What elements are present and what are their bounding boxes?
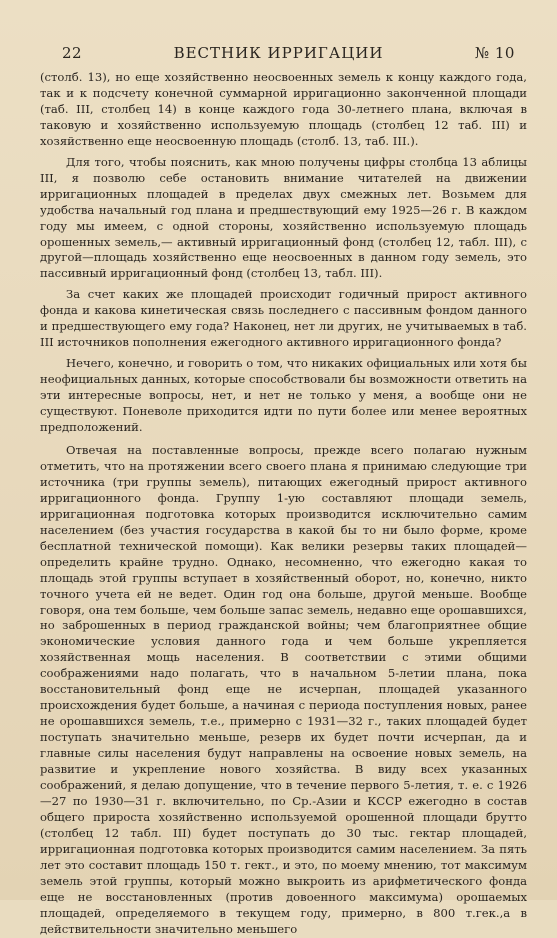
paragraph: (столб. 13), но еще хозяйственно неосвоенных земель к концу каждого года, так и к подсчету конечной суммарной ирригационно законченной площади (таб. III, столбец 14) в конце каждого года 30-летнего плана, включая в таковую и хозяйственно используемую площадь (столбец 12 таб. III) и хозяйственно еще неосвоенную площадь (столб. 13, таб. III.). [40, 70, 527, 148]
paragraph: Нечего, конечно, и говорить о том, что никаких официальных или хотя бы неофициальных данных, которые способствовали бы возможности ответить на эти интересные вопросы, нет, и нет не только у меня, а вообще они не существуют. Поневоле приходится идти по пути более или менее вероятных предположений. [40, 356, 527, 435]
page-number: 22 [62, 44, 83, 62]
issue-number: № 10 [474, 44, 515, 62]
paragraph: Для того, чтобы пояснить, как мною получены цифры столбца 13 аблицы III, я позволю себе остановить внимание читателей на движении ирригационных площадей в пределах двух смежных лет. Возьмем для удобства начальный год плана и предшествующий ему 1925—26 г. В каждом году мы имеем, с одной стороны, хозяйственно используемую площадь орошенных земель,— активный ирригационный фонд (столбец 12, табл. III), с другой—площадь хозяйственно еще неосвоенных в данном году земель, это пассивный ирригационный фонд (столбец 13, табл. III). [40, 154, 527, 281]
journal-title: ВЕСТНИК ИРРИГАЦИИ [173, 44, 384, 62]
page-header [40, 40, 527, 70]
article-body [40, 70, 527, 938]
paragraph: Отвечая на поставленные вопросы, прежде всего полагаю нужным отметить, что на протяжении всего своего плана я принимаю следующие три источника (три группы земель), питающих ежегодный прирост активного ирригационного фонда. Группу 1-ую составляют площади земель, ирригационная подготовка которых производится исключительно самим населением (без участия государства в какой бы то ни было форме, кроме бесплатной технической помощи). Как велики резервы таких площадей—определить крайне трудно. Однако, несомненно, что ежегодно какая то площадь этой группы вступает в хозяйственный оборот, но, конечно, никто точного учета ей не ведет. Один год она больше, другой меньше. Вообще говоря, она тем больше, чем больше запас земель, недавно еще орошавшихся, но заброшенных в период гражданской войны; чем благоприятнее общие экономические условия данного года и чем больше укрепляется хозяйственная мощь населения. В соответствии с этими общими соображениями надо полагать, что в начальном 5-летии плана, пока восстановительный фонд еще не исчерпан, площадей указанного происхождения будет больше, а начиная с периода поступления новых, ранее не орошавшихся земель, т.е., примерно с 1931—32 г., таких площадей будет поступать значительно меньше, резерв их будет почти исчерпан, да и главные силы населения будут направлены на освоение новых земель, на развитие и укрепление нового хозяйства. В виду всех указанных соображений, я делаю допущение, что в течение первого 5-летия, т. е. с 1926—27 по 1930—31 г. включительно, по Ср.-Азии и КССР ежегодно в состав общего прироста хозяйственно используемой орошенной площади брутто (столбец 12 табл. III) будет поступать до 30 тыс. гектар площадей, ирригационная подготовка которых производится самим населением. За пять лет это составит площадь 150 т. гект., и это, по моему мнению, тот максимум земель этой группы, который можно выкроить из арифметического фонда еще не восстановленных (против довоенного максимума) орошаемых площадей, определяемого в текущем году, примерно, в 800 т.гек.,а в действительности значительно меньшего [40, 442, 527, 936]
paragraph: За счет каких же площадей происходит годичный прирост активного фонда и какова кинетическая связь последнего с пассивным фондом данного и предшествующего ему года? Наконец, нет ли других, не учитываемых в таб. III источников пополнения ежегодного активного ирригационного фонда? [40, 287, 527, 350]
